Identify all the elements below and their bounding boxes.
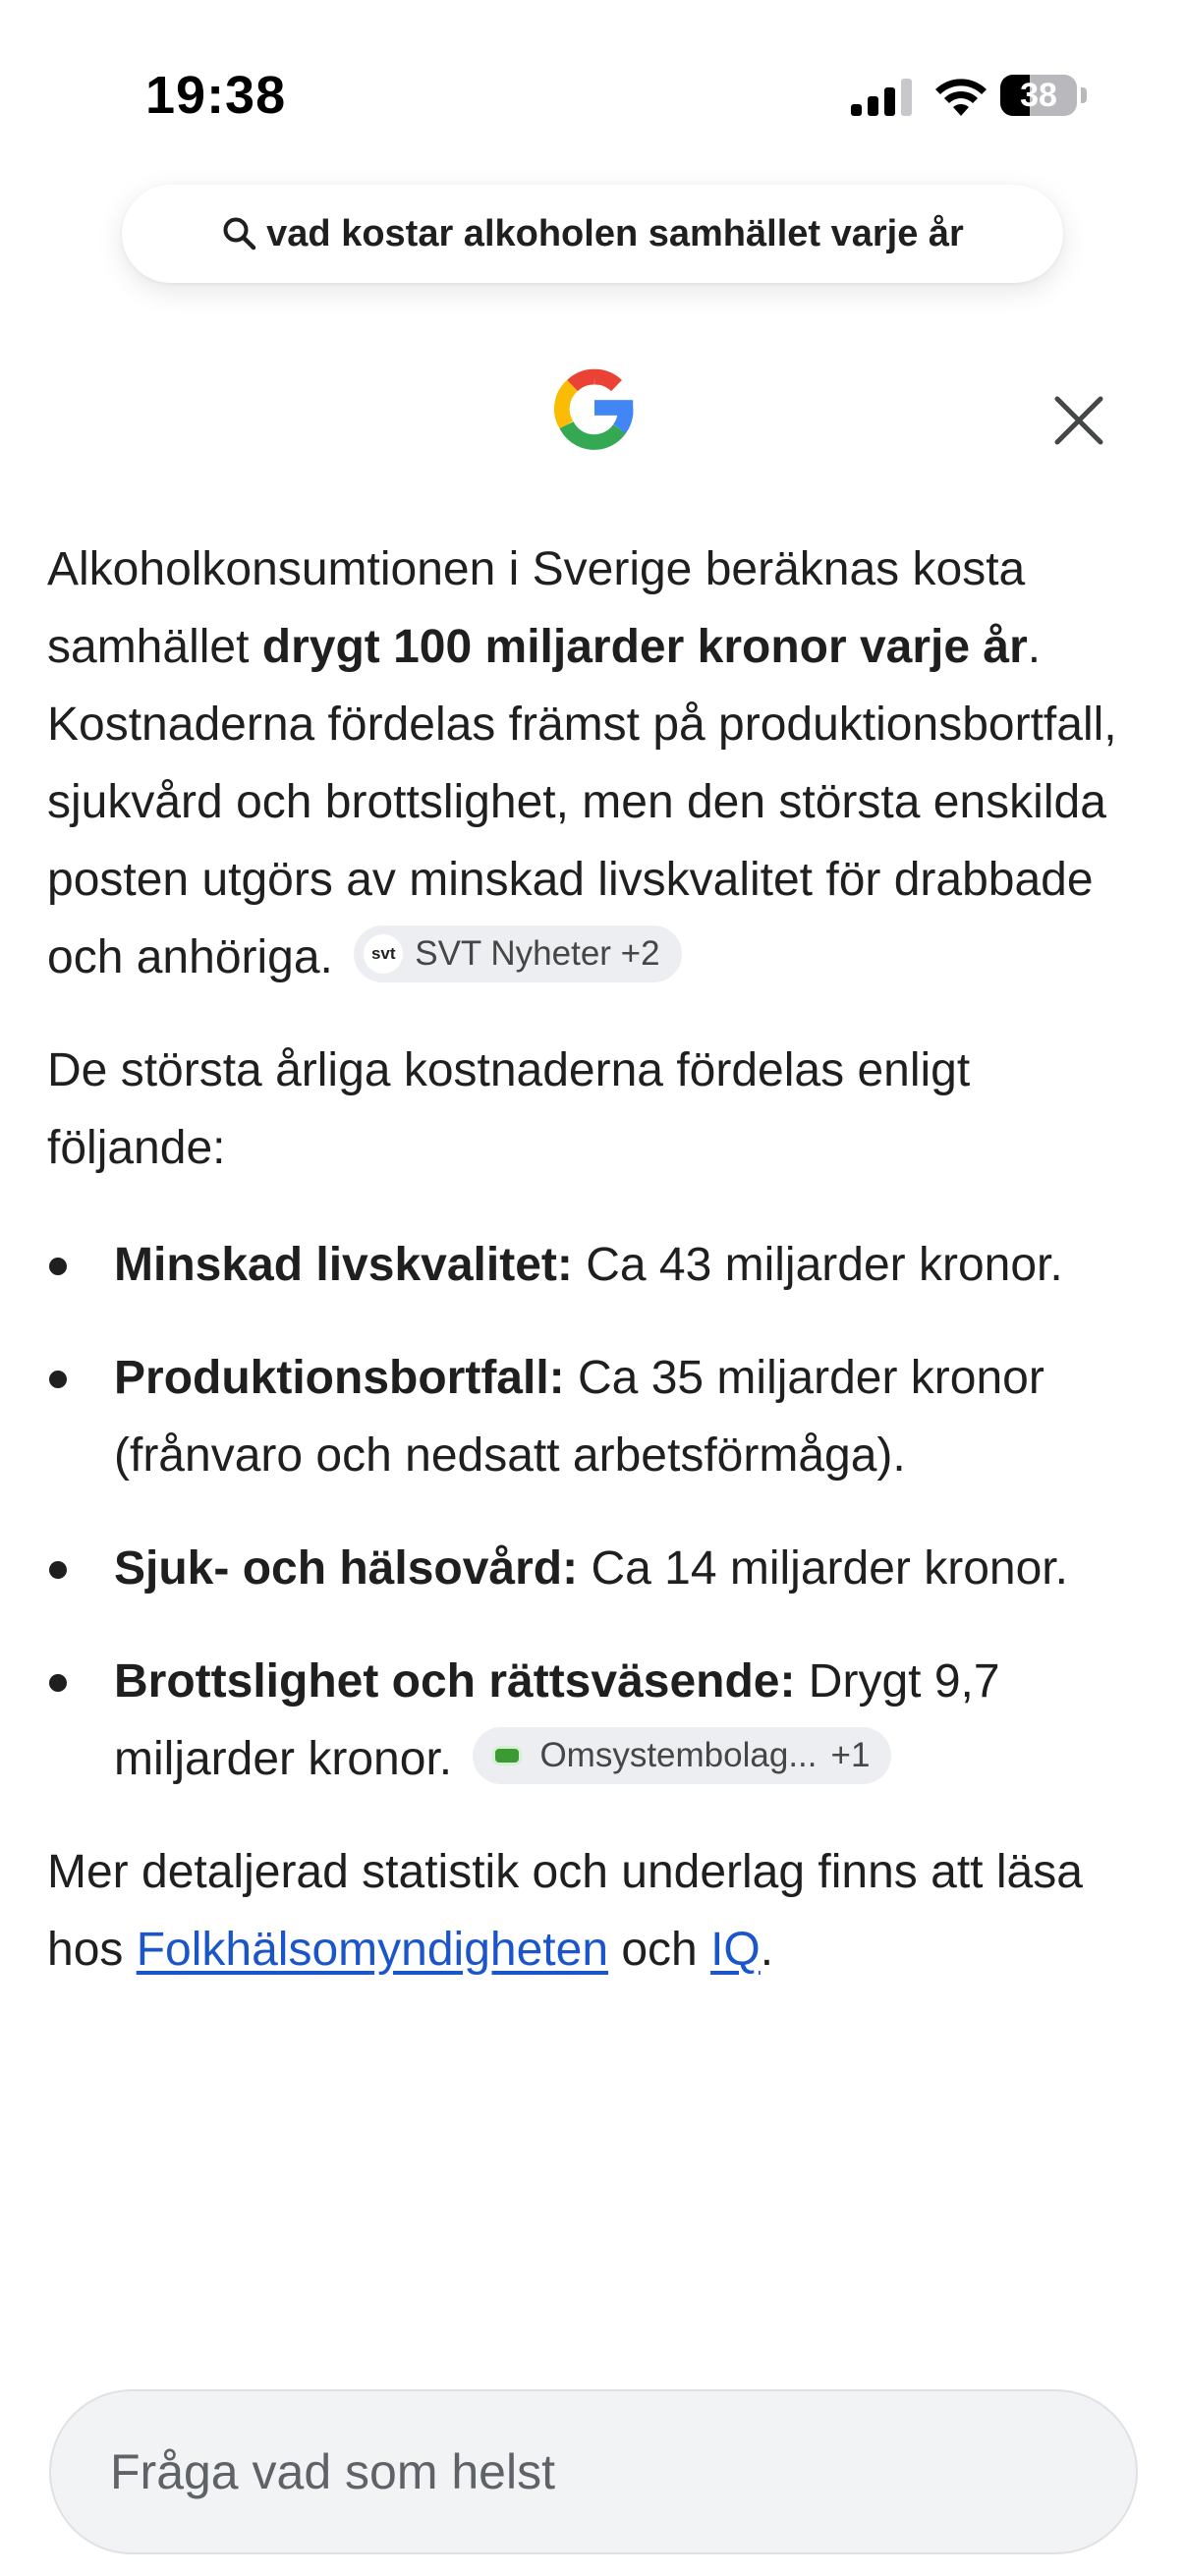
answer-text: Mer detaljerad statistik och underlag finns att läsa hos <box>47 1846 1083 1976</box>
folkhalsomyndigheten-link[interactable]: Folkhälsomyndigheten <box>136 1924 609 1976</box>
ask-input[interactable] <box>108 2442 1136 2501</box>
answer-paragraph-1 <box>47 531 1138 996</box>
wifi-icon <box>933 73 988 116</box>
answer-text: Alkoholkonsumtionen i Sverige beräknas kosta samhället <box>47 543 1026 673</box>
close-button[interactable] <box>1047 389 1110 452</box>
answer-highlight: drygt 100 miljarder kronor varje år <box>261 621 1028 673</box>
answer-paragraph-3 <box>47 1833 1138 1988</box>
ask-input-container[interactable] <box>49 2389 1138 2554</box>
source-chip-svt[interactable] <box>354 925 681 982</box>
ai-answer <box>47 531 1138 1988</box>
status-time: 19:38 <box>145 66 287 125</box>
list-item-text: Ca 43 miljarder kronor. <box>572 1239 1063 1291</box>
list-item <box>47 1643 1138 1798</box>
list-item <box>47 1339 1138 1494</box>
source-chip-label: SVT Nyheter +2 <box>415 934 660 974</box>
list-item <box>47 1226 1138 1304</box>
status-bar <box>0 0 1185 187</box>
list-item-text: Ca 35 miljarder kronor (frånvaro och nedsatt arbetsförmåga). <box>114 1352 1044 1482</box>
answer-paragraph-2: De största årliga kostnaderna fördelas enligt följande: <box>47 1044 971 1174</box>
list-item-label: Produktionsbortfall: <box>114 1352 565 1404</box>
list-item-text: Drygt 9,7 miljarder kronor. <box>114 1655 1000 1785</box>
battery-cap <box>1081 87 1087 103</box>
list-item-label: Sjuk- och hälsovård: <box>114 1542 579 1595</box>
source-chip-label: Omsystembolag... <box>539 1736 818 1775</box>
systembolaget-logo-icon <box>492 1746 522 1765</box>
battery-percent: 38 <box>1020 77 1057 114</box>
source-chip-count: +1 <box>830 1736 871 1775</box>
source-chip-systembolaget[interactable] <box>473 1727 891 1784</box>
list-item-label: Minskad livskvalitet: <box>114 1239 573 1291</box>
list-item-text: Ca 14 miljarder kronor. <box>578 1542 1068 1595</box>
answer-text: . <box>760 1924 774 1976</box>
answer-text: . Kostnaderna fördelas främst på produktionsbortfall, sjukvård och brottslighet, men den största enskilda posten utgörs av minskad livskvalitet för drabbade och anhöriga. <box>47 621 1117 983</box>
list-item <box>47 1530 1138 1607</box>
search-query-text: vad kostar alkoholen samhället varje år <box>266 212 964 254</box>
battery-icon <box>1000 75 1077 116</box>
cellular-signal-icon <box>851 79 912 116</box>
svt-logo-text: svt <box>370 944 396 964</box>
close-icon <box>1057 399 1100 442</box>
svt-logo-icon <box>364 934 403 974</box>
answer-text: och <box>608 1924 711 1976</box>
list-item-label: Brottslighet och rättsväsende: <box>114 1655 796 1708</box>
iq-link[interactable]: IQ <box>710 1924 761 1976</box>
search-icon <box>221 215 258 252</box>
search-query-pill[interactable] <box>122 185 1063 283</box>
cost-list <box>47 1226 1138 1798</box>
google-logo-icon <box>546 360 643 456</box>
